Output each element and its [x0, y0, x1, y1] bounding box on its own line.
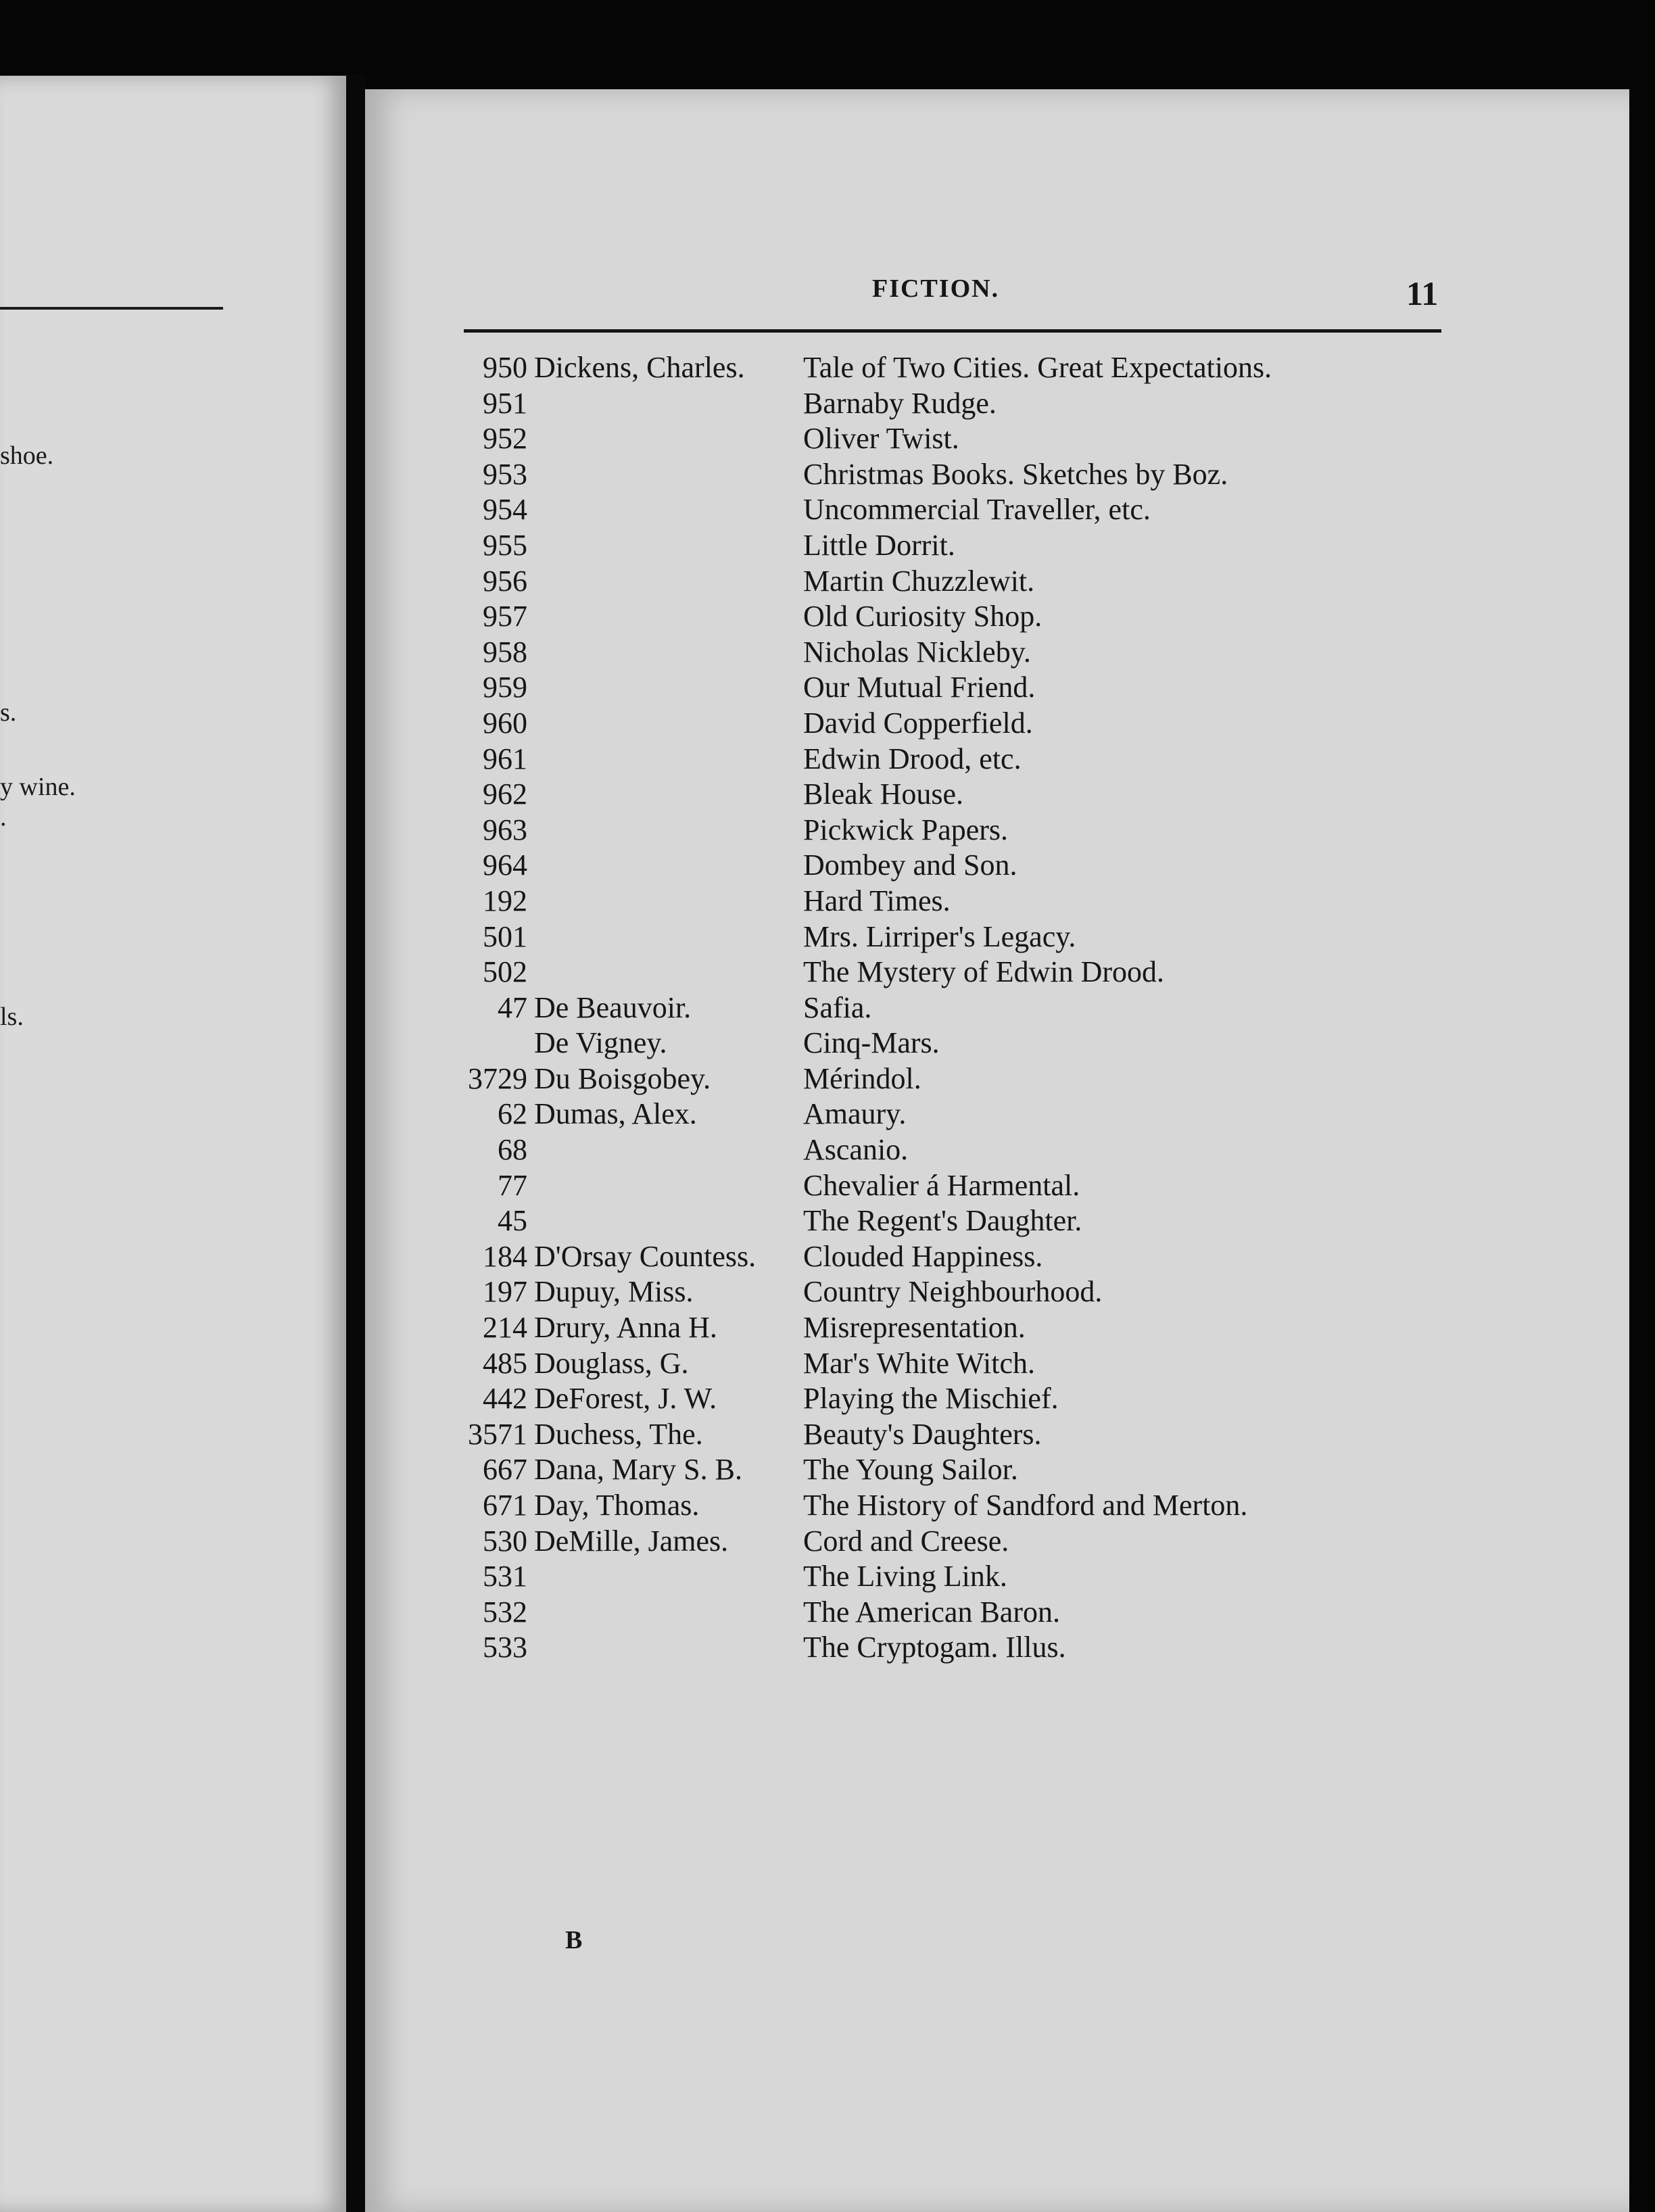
catalogue-entry	[0, 1417, 1655, 1453]
catalogue-entry	[0, 1026, 1655, 1061]
entry-author: De Beauvoir.	[534, 990, 692, 1024]
entry-title: Safia.	[803, 990, 872, 1024]
catalogue-entry	[0, 635, 1655, 671]
entry-number: 533	[483, 1631, 527, 1664]
entry-number: 502	[483, 955, 527, 989]
catalogue-entry	[0, 528, 1655, 564]
catalogue-entry	[0, 1168, 1655, 1204]
running-head: FICTION.	[872, 274, 1000, 303]
entry-title: Pickwick Papers.	[803, 813, 1009, 846]
entry-author: Duchess, The.	[534, 1417, 703, 1451]
entry-number: 951	[483, 386, 527, 420]
signature-mark: B	[565, 1926, 583, 1954]
entry-number: 77	[498, 1168, 527, 1202]
entry-author: Dupuy, Miss.	[534, 1275, 694, 1309]
entry-title: Old Curiosity Shop.	[803, 600, 1042, 633]
catalogue-entry	[0, 955, 1655, 990]
entry-number: 47	[498, 990, 527, 1024]
entry-author: Dana, Mary S. B.	[534, 1453, 742, 1487]
catalogue-entry	[0, 706, 1655, 742]
entry-number: 954	[483, 493, 527, 527]
left-page-fragment: s.	[0, 698, 17, 727]
entry-number: 45	[498, 1204, 527, 1238]
entry-number: 214	[483, 1311, 527, 1345]
left-page-fragment: ls.	[0, 1003, 24, 1031]
entry-title: The History of Sandford and Merton.	[803, 1489, 1248, 1522]
entry-number: 960	[483, 706, 527, 740]
entry-title: The Cryptogam. Illus.	[803, 1631, 1066, 1664]
entry-number: 62	[498, 1097, 527, 1131]
entry-title: Country Neighbourhood.	[803, 1275, 1103, 1309]
entry-number: 962	[483, 777, 527, 811]
entry-author: Dickens, Charles.	[534, 351, 745, 384]
catalogue-entry	[0, 919, 1655, 955]
catalogue-entry	[0, 990, 1655, 1026]
entry-number: 958	[483, 635, 527, 669]
entry-title: Little Dorrit.	[803, 528, 955, 562]
catalogue-entry	[0, 599, 1655, 635]
entry-title: Amaury.	[803, 1097, 907, 1131]
catalogue-entry	[0, 1239, 1655, 1275]
entry-title: Cord and Creese.	[803, 1524, 1009, 1558]
catalogue-entry	[0, 670, 1655, 706]
page-number: 11	[1406, 274, 1439, 312]
entry-title: Uncommercial Traveller, etc.	[803, 493, 1151, 527]
entry-number: 953	[483, 457, 527, 491]
entry-number: 501	[483, 919, 527, 953]
left-page-rule	[0, 307, 223, 310]
entry-title: Our Mutual Friend.	[803, 671, 1036, 704]
entry-number: 532	[483, 1595, 527, 1629]
entry-number: 442	[483, 1382, 527, 1416]
entry-title: Chevalier á Harmental.	[803, 1168, 1080, 1202]
entry-number: 959	[483, 671, 527, 704]
entry-number: 671	[483, 1489, 527, 1522]
catalogue-entry	[0, 492, 1655, 528]
entry-title: Barnaby Rudge.	[803, 386, 997, 420]
catalogue-entry	[0, 457, 1655, 493]
catalogue-entry	[0, 386, 1655, 422]
entry-number: 961	[483, 742, 527, 775]
entry-author: Drury, Anna H.	[534, 1311, 717, 1345]
left-page-fragment: shoe.	[0, 441, 54, 470]
entry-number: 485	[483, 1346, 527, 1380]
entry-title: Misrepresentation.	[803, 1311, 1026, 1345]
entry-title: Nicholas Nickleby.	[803, 635, 1031, 669]
entry-title: Mar's White Witch.	[803, 1346, 1036, 1380]
catalogue-entry	[0, 1488, 1655, 1524]
entry-title: Clouded Happiness.	[803, 1239, 1043, 1273]
entry-author: Day, Thomas.	[534, 1489, 700, 1522]
entry-title: Edwin Drood, etc.	[803, 742, 1022, 775]
catalogue-entry	[0, 1132, 1655, 1168]
catalogue-entry	[0, 813, 1655, 848]
catalogue-entry	[0, 1346, 1655, 1382]
entry-author: Dumas, Alex.	[534, 1097, 697, 1131]
entry-title: The Mystery of Edwin Drood.	[803, 955, 1165, 989]
catalogue-entry	[0, 1381, 1655, 1417]
entry-number: 957	[483, 600, 527, 633]
catalogue-entry	[0, 884, 1655, 919]
entry-title: Oliver Twist.	[803, 422, 959, 456]
catalogue-entry	[0, 1097, 1655, 1132]
entry-author: Du Boisgobey.	[534, 1061, 711, 1095]
catalogue-list	[0, 350, 1655, 1666]
catalogue-entry	[0, 1630, 1655, 1666]
entry-number: 952	[483, 422, 527, 456]
entry-number: 68	[498, 1133, 527, 1167]
catalogue-entry	[0, 1061, 1655, 1097]
entry-title: Ascanio.	[803, 1133, 909, 1167]
left-page-fragment: .	[0, 803, 7, 832]
entry-title: Martin Chuzzlewit.	[803, 564, 1035, 598]
catalogue-entry	[0, 350, 1655, 386]
entry-number: 950	[483, 351, 527, 384]
entry-title: Mérindol.	[803, 1061, 921, 1095]
catalogue-entry	[0, 1203, 1655, 1239]
entry-title: Hard Times.	[803, 884, 951, 917]
entry-number: 530	[483, 1524, 527, 1558]
entry-number: 197	[483, 1275, 527, 1309]
catalogue-entry	[0, 564, 1655, 600]
entry-title: The Young Sailor.	[803, 1453, 1018, 1487]
catalogue-entry	[0, 777, 1655, 813]
header-rule	[464, 329, 1441, 333]
entry-number: 3571	[468, 1417, 527, 1451]
entry-title: The American Baron.	[803, 1595, 1060, 1629]
entry-title: Tale of Two Cities. Great Expectations.	[803, 351, 1272, 384]
entry-number: 667	[483, 1453, 527, 1487]
catalogue-entry	[0, 1452, 1655, 1488]
entry-number: 963	[483, 813, 527, 846]
catalogue-entry	[0, 1310, 1655, 1346]
left-page-fragment: y wine.	[0, 773, 76, 801]
entry-title: Dombey and Son.	[803, 848, 1017, 882]
entry-number: 531	[483, 1560, 527, 1593]
entry-title: Playing the Mischief.	[803, 1382, 1059, 1416]
catalogue-entry	[0, 421, 1655, 457]
entry-number: 192	[483, 884, 527, 917]
catalogue-entry	[0, 1524, 1655, 1560]
entry-author: Douglass, G.	[534, 1346, 689, 1380]
entry-title: Bleak House.	[803, 777, 964, 811]
entry-title: David Copperfield.	[803, 706, 1033, 740]
entry-author: De Vigney.	[534, 1026, 667, 1060]
entry-number: 3729	[468, 1061, 527, 1095]
entry-title: Cinq-Mars.	[803, 1026, 940, 1060]
entry-title: The Living Link.	[803, 1560, 1007, 1593]
entry-number: 964	[483, 848, 527, 882]
entry-author: D'Orsay Countess.	[534, 1239, 757, 1273]
entry-title: The Regent's Daughter.	[803, 1204, 1082, 1238]
catalogue-entry	[0, 1595, 1655, 1631]
entry-author: DeForest, J. W.	[534, 1382, 717, 1416]
entry-number: 184	[483, 1239, 527, 1273]
entry-title: Mrs. Lirriper's Legacy.	[803, 919, 1076, 953]
entry-title: Christmas Books. Sketches by Boz.	[803, 457, 1228, 491]
catalogue-entry	[0, 742, 1655, 777]
entry-number: 956	[483, 564, 527, 598]
entry-number: 955	[483, 528, 527, 562]
entry-author: DeMille, James.	[534, 1524, 729, 1558]
catalogue-entry	[0, 848, 1655, 884]
catalogue-entry	[0, 1274, 1655, 1310]
catalogue-entry	[0, 1559, 1655, 1595]
entry-title: Beauty's Daughters.	[803, 1417, 1042, 1451]
